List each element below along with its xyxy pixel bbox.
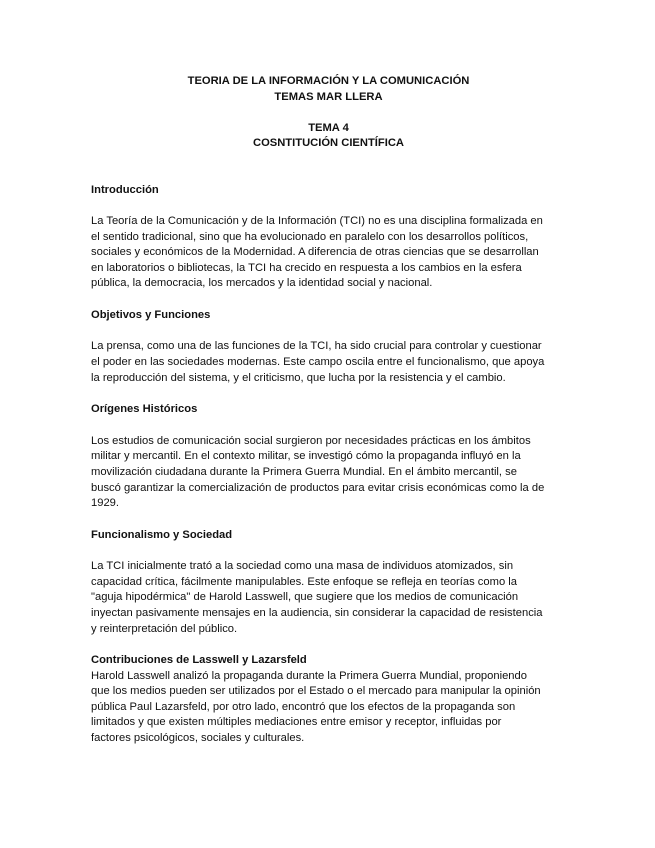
section-heading: Objetivos y Funciones — [91, 308, 211, 321]
section-paragraph — [91, 434, 566, 512]
topic-number: TEMA 4 — [308, 121, 349, 134]
paragraph-line: inyectan pasivamente mensajes en la audiencia, sin considerar la capacidad de resistencia — [91, 607, 543, 619]
course-title: TEORIA DE LA INFORMACIÓN Y LA COMUNICACIÓN — [187, 75, 470, 87]
section-heading: Orígenes Históricos — [91, 403, 198, 416]
section-paragraph — [91, 214, 566, 292]
paragraph-line: Harold Lasswell analizó la propaganda durante la Primera Guerra Mundial, proponiendo — [91, 669, 527, 682]
paragraph-line: La TCI inicialmente trató a la sociedad como una masa de individuos atomizados, sin — [91, 560, 514, 573]
section-introduccion — [91, 183, 566, 292]
document-header — [91, 74, 566, 152]
section-heading: Funcionalismo y Sociedad — [91, 528, 233, 541]
paragraph-line: "aguja hipodérmica" de Harold Lasswell, que sugiere que los medios de comunicación — [91, 591, 519, 604]
paragraph-line: 1929. — [91, 497, 119, 510]
section-heading: Introducción — [91, 183, 159, 196]
paragraph-line: pública Paul Lazarsfeld, por otro lado, encontró que los efectos de la propaganda son — [91, 700, 516, 713]
paragraph-line: el poder en las sociedades modernas. Este campo oscila entre el funcionalismo, que apoya — [91, 356, 545, 369]
section-heading: Contribuciones de Lasswell y Lazarsfeld — [91, 654, 307, 667]
paragraph-line: capacidad crítica, fácilmente manipulables. Este enfoque se refleja en teorías como la — [91, 575, 517, 588]
paragraph-line: que los medios pueden ser utilizados por el Estado o el mercado para manipular la opinión — [91, 685, 541, 698]
paragraph-line: buscó garantizar la comercialización de productos para evitar crisis económicas como la de — [91, 481, 545, 494]
paragraph-line: y reinterpretación del público. — [91, 622, 238, 635]
section-paragraph — [91, 559, 566, 637]
section-contribuciones — [91, 653, 566, 746]
section-paragraph — [91, 339, 566, 386]
paragraph-line: La prensa, como una de las funciones de la TCI, ha sido crucial para controlar y cuestionar — [91, 340, 542, 353]
paragraph-line: sociales y económicos de la Modernidad. A diferencia de otras ciencias que se desarrollan — [91, 246, 539, 259]
paragraph-line: militar y mercantil. En el contexto militar, se investigó cómo la propaganda influyó en la — [91, 450, 521, 463]
paragraph-line: movilización ciudadana durante la Primera Guerra Mundial. En el ámbito mercantil, se — [91, 465, 517, 478]
paragraph-line: limitados y que existen múltiples mediaciones entre emisor y receptor, influidas por — [91, 716, 502, 729]
section-objetivos — [91, 308, 566, 386]
paragraph-line: la reproducción del sistema, y el criticismo, que lucha por la resistencia y el cambio. — [91, 371, 506, 384]
paragraph-line: factores psicológicos, sociales y culturales. — [91, 732, 305, 745]
paragraph-line: Los estudios de comunicación social surgieron por necesidades prácticas en los ámbitos — [91, 434, 531, 447]
topic-title: COSNTITUCIÓN CIENTÍFICA — [252, 137, 405, 149]
paragraph-line: pública, la democracia, los mercados y la identidad social y nacional. — [91, 277, 433, 290]
paragraph-line: el sentido tradicional, sino que ha evolucionado en paralelo con los desarrollos políticos, — [91, 230, 529, 243]
section-paragraph — [91, 669, 566, 747]
course-subtitle: TEMAS MAR LLERA — [274, 90, 383, 103]
paragraph-line: La Teoría de la Comunicación y de la Información (TCI) no es una disciplina formalizada en — [91, 215, 543, 227]
paragraph-line: en laboratorios o bibliotecas, la TCI ha crecido en respuesta a los cambios en la esfera — [91, 261, 522, 274]
section-origenes — [91, 402, 566, 511]
section-funcionalismo — [91, 528, 566, 637]
